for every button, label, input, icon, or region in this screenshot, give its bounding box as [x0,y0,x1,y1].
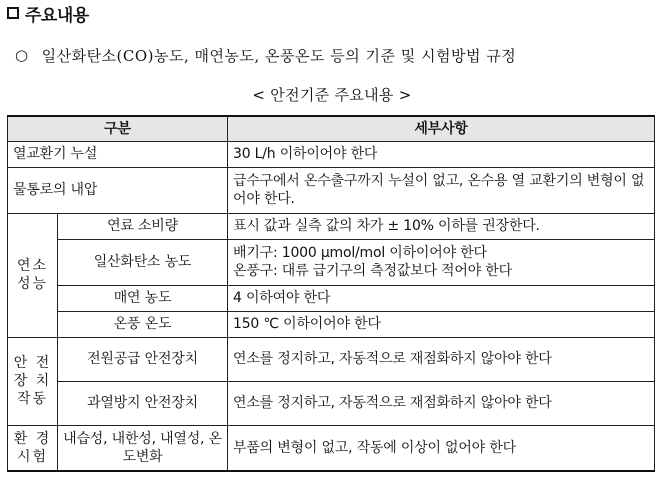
table-row [8,337,655,381]
row-label: 열교환기 누설 [8,141,228,167]
table-row [8,213,655,239]
group-environment-test: 환 경 시험 [8,425,58,471]
row-label: 온풍 온도 [58,311,228,337]
group-safety-device-operation: 안 전 장 치 작동 [8,337,58,425]
row-label: 일산화탄소 농도 [58,239,228,285]
circle-bullet-icon: ○ [15,46,29,64]
row-detail: 급수구에서 온수출구까지 누설이 없고, 온수용 열 교환기의 변형이 없어야 한다. [228,167,655,213]
table-row [8,141,655,167]
table-row [8,285,655,311]
summary-text: 일산화탄소(CO)농도, 매연농도, 온풍온도 등의 기준 및 시험방법 규정 [41,46,517,65]
row-label: 과열방지 안전장치 [58,381,228,425]
header-category: 구분 [8,116,228,141]
table-row [8,311,655,337]
row-label: 전원공급 안전장치 [58,337,228,381]
table-header-row [8,116,655,141]
table-row [8,425,655,471]
safety-standards-table [7,115,655,472]
row-label: 매연 농도 [58,285,228,311]
checkbox-icon [7,7,19,19]
summary-bullet [15,44,516,66]
row-detail: 부품의 변형이 없고, 작동에 이상이 없어야 한다 [228,425,655,471]
row-detail [228,239,655,285]
section-heading [7,2,89,24]
row-detail: 표시 값과 실측 값의 차가 ± 10% 이하를 권장한다. [228,213,655,239]
row-detail: 30 L/h 이하이어야 한다 [228,141,655,167]
row-label: 물통로의 내압 [8,167,228,213]
row-detail: 연소를 정지하고, 자동적으로 재점화하지 않아야 한다 [228,381,655,425]
row-detail: 4 이하여야 한다 [228,285,655,311]
table-row [8,381,655,425]
table-caption: < 안전기준 주요내용 > [252,86,412,104]
detail-line: 배기구: 1000 μmol/mol 이하이어야 한다 [233,245,487,261]
section-title: 주요내용 [25,5,89,26]
row-detail: 150 ℃ 이하이어야 한다 [228,311,655,337]
detail-line: 온풍구: 대류 급기구의 측정값보다 적어야 한다 [233,263,512,279]
group-combustion-performance: 연소 성능 [8,213,58,337]
table-row [8,167,655,213]
row-detail: 연소를 정지하고, 자동적으로 재점화하지 않아야 한다 [228,337,655,381]
row-label: 내습성, 내한성, 내열성, 온도변화 [58,425,228,471]
table-row [8,239,655,285]
header-details: 세부사항 [228,116,655,141]
row-label: 연료 소비량 [58,213,228,239]
